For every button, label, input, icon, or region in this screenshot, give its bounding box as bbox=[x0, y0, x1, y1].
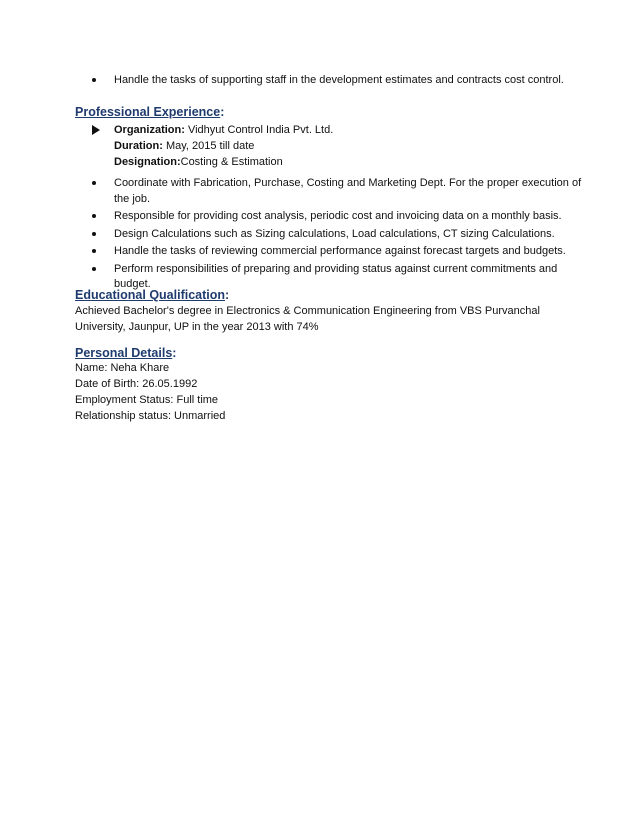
bullet-text: Handle the tasks of supporting staff in the development estimates and contracts cost control. bbox=[114, 74, 564, 86]
professional-experience-heading bbox=[75, 105, 224, 119]
bullet-text: Responsible for providing cost analysis, periodic cost and invoicing data on a monthly basis. bbox=[114, 210, 562, 222]
designation-row bbox=[92, 154, 572, 170]
educational-qualification-heading bbox=[75, 288, 229, 302]
bullet-icon bbox=[92, 249, 96, 253]
organization-label: Organization: bbox=[114, 124, 185, 136]
list-item bbox=[92, 73, 582, 88]
organization-value: Vidhyut Control India Pvt. Ltd. bbox=[187, 124, 334, 136]
heading-colon: : bbox=[220, 105, 225, 119]
personal-employment-status: Employment Status: Full time bbox=[75, 394, 219, 406]
education-line-1: Achieved Bachelor's degree in Electronics & Communication Engineering from VBS Purvanchal bbox=[75, 305, 540, 317]
designation-value: Costing & Estimation bbox=[180, 156, 283, 168]
bullet-icon bbox=[92, 214, 96, 218]
arrow-bullet-icon bbox=[92, 125, 100, 135]
personal-relationship-status: Relationship status: Unmarried bbox=[75, 410, 226, 422]
bullet-text: Perform responsibilities of preparing and providing status against current commitments and budget. bbox=[114, 262, 558, 290]
list-item bbox=[92, 244, 582, 260]
organization-row bbox=[92, 122, 572, 138]
bullet-text: Handle the tasks of reviewing commercial performance against forecast targets and budgets. bbox=[114, 245, 566, 257]
organization-block bbox=[92, 122, 572, 170]
education-line-2: University, Jaunpur, UP in the year 2013 with 74% bbox=[75, 321, 319, 333]
list-item bbox=[92, 227, 582, 243]
heading-colon: : bbox=[225, 288, 230, 302]
bullet-icon bbox=[92, 181, 96, 185]
heading-colon: : bbox=[172, 346, 177, 360]
designation-label: Designation: bbox=[114, 156, 181, 168]
heading-text: Educational Qualification bbox=[75, 288, 226, 302]
bullet-icon bbox=[92, 232, 96, 236]
bullet-icon bbox=[92, 267, 96, 271]
bullet-text: Coordinate with Fabrication, Purchase, Costing and Marketing Dept. For the proper execution of the job. bbox=[114, 177, 582, 205]
responsibilities-list bbox=[92, 176, 582, 295]
personal-dob: Date of Birth: 26.05.1992 bbox=[75, 378, 198, 390]
personal-name: Name: Neha Khare bbox=[75, 362, 170, 374]
top-bullet-list bbox=[92, 73, 582, 88]
personal-details-heading bbox=[75, 346, 176, 360]
duration-value: May, 2015 till date bbox=[165, 140, 255, 152]
list-item bbox=[92, 209, 582, 225]
duration-row bbox=[92, 138, 572, 154]
duration-label: Duration: bbox=[114, 140, 163, 152]
list-item bbox=[92, 176, 582, 207]
heading-text: Professional Experience bbox=[75, 105, 221, 119]
bullet-text: Design Calculations such as Sizing calculations, Load calculations, CT sizing Calculations. bbox=[114, 227, 555, 240]
bullet-icon bbox=[92, 78, 96, 82]
heading-text: Personal Details bbox=[75, 346, 173, 360]
